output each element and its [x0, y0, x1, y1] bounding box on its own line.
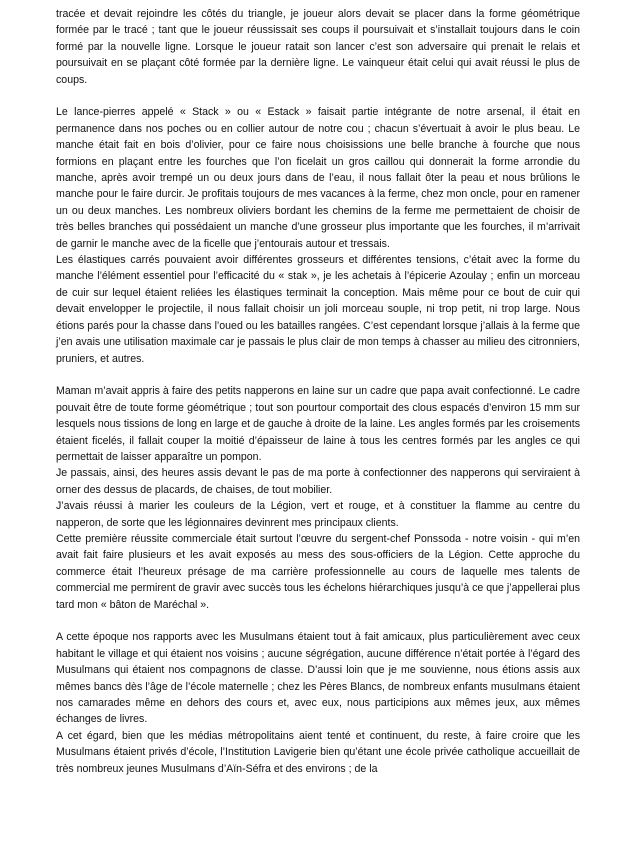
- paragraph-spacer: [56, 367, 580, 383]
- paragraph-elastics: Les élastiques carrés pouvaient avoir différentes grosseurs et différentes tensions, c’était avec la forme du manche l’élément essentiel pour l’efficacité du « stak », je les achetais à l’épicerie Azoulay ; enfin un morceau de cuir sur lequel étaient reliées les élastiques terminait la conception. Mais même pour ce bout de cuir qui devait envelopper le projectile, il nous fallait choisir un joli morceau souple, ni trop petit, ni trop large. Nous étions parés pour la chasse dans l’oued ou les batailles rangées. C’est cependant lorsque j’allais à la ferme que j’en avais une utilisation maximale car je passais le plus clair de mon temps à chasser au milieu des citronniers, pruniers, et autres.: [56, 254, 580, 365]
- paragraph-doilies: Maman m’avait appris à faire des petits napperons en laine sur un cadre que papa avait confectionné. Le cadre pouvait être de toute forme géométrique ; tout son pourtour comportait des clous espacés d’environ 15 mm sur lesquels nous tissions de long en large et de gauche à droite de la laine. Les angles formés par les croisements étaient ficelés, il fallait couper la moitié d’épaisseur de laine à tous les centres formés par les angles ce qui permettait de laisser apparaître un pompon.: [56, 385, 580, 463]
- paragraph-doilies-hours: Je passais, ainsi, des heures assis devant le pas de ma porte à confectionner des napperons qui serviraient à orner des dessus de placards, de chaises, de tout mobilier.: [56, 467, 580, 496]
- paragraph-spacer: [56, 88, 580, 104]
- paragraph-game-rules: tracée et devait rejoindre les côtés du triangle, je joueur alors devait se placer dans la forme géométrique formée par le tracé ; tant que le joueur réussissait ses coups il poursuivait et s’installait toujours dans le coin formé par la nouvelle ligne. Lorsque le joueur ratait son lancer c’est son adversaire qui prenait le relais et poursuivait en se plaçant côté formée par la dernière ligne. Le vainqueur était celui qui avait réussi le plus de coups.: [56, 8, 580, 86]
- document-page: [56, 6, 580, 777]
- paragraph-muslim-relations: A cette époque nos rapports avec les Musulmans étaient tout à fait amicaux, plus particulièrement avec ceux habitant le village et qui étaient nos voisins ; aucune ségrégation, aucune différence n’était portée à l’égard des Musulmans qui étaient nos compagnons de classe. D’aussi loin que je me souvienne, nous étions assis aux mêmes bancs dès l’âge de l’école maternelle ; chez les Pères Blancs, de nombreux enfants musulmans étaient nos camarades même en dehors des cours et, avec eux, nous participions aux mêmes jeux, aux mêmes échanges de livres.: [56, 631, 580, 726]
- paragraph-slingshot: Le lance-pierres appelé « Stack » ou « Estack » faisait partie intégrante de notre arsenal, il était en permanence dans nos poches ou en collier autour de notre cou ; chacun s’évertuait à avoir le plus beau. Le manche était fait en bois d’olivier, pour ce faire nous choisissions une belle branche à fourche que nous formions en plaçant entre les fourches que l’on ficelait un gros caillou qui donnerait la forme arrondie du manche, après avoir trempé un ou deux jours dans de l’eau, il nous fallait ôter la peau et nous brûlions le manche pour le faire durcir. Je profitais toujours de mes vacances à la ferme, chez mon oncle, pour en ramener un ou deux manches. Les nombreux oliviers bordant les chemins de la ferme me permettaient de choisir de très belles branches qui possédaient un manche d’une grosseur plus importante que les fourches, il m’arrivait de garnir le manche avec de la ficelle que j’entourais autour et tressais.: [56, 106, 580, 250]
- paragraph-lavigerie: A cet égard, bien que les médias métropolitains aient tenté et continuent, du reste, à faire croire que les Musulmans étaient privés d’école, l’Institution Lavigerie bien qu’étant une école privée catholique accueillait de très nombreux jeunes Musulmans d’Aïn-Séfra et des environs ; de la: [56, 729, 580, 775]
- paragraph-spacer: [56, 613, 580, 629]
- paragraph-first-success: Cette première réussite commerciale était surtout l’œuvre du sergent-chef Ponssoda - notre voisin - qui m’en avait fait faire plusieurs et les avait exposés au mess des sous-officiers de la Légion. Cette approche du commerce était l’heureux présage de ma carrière professionnelle au cours de laquelle mes talents de commercial me permirent de gravir avec succès tous les échelons hiérarchiques jusqu’à ce que j’appellerai plus tard mon « bâton de Maréchal ».: [56, 532, 580, 611]
- paragraph-legion-colors: J’avais réussi à marier les couleurs de la Légion, vert et rouge, et à constituer la flamme au centre du napperon, de sorte que les légionnaires devinrent mes principaux clients.: [56, 500, 580, 529]
